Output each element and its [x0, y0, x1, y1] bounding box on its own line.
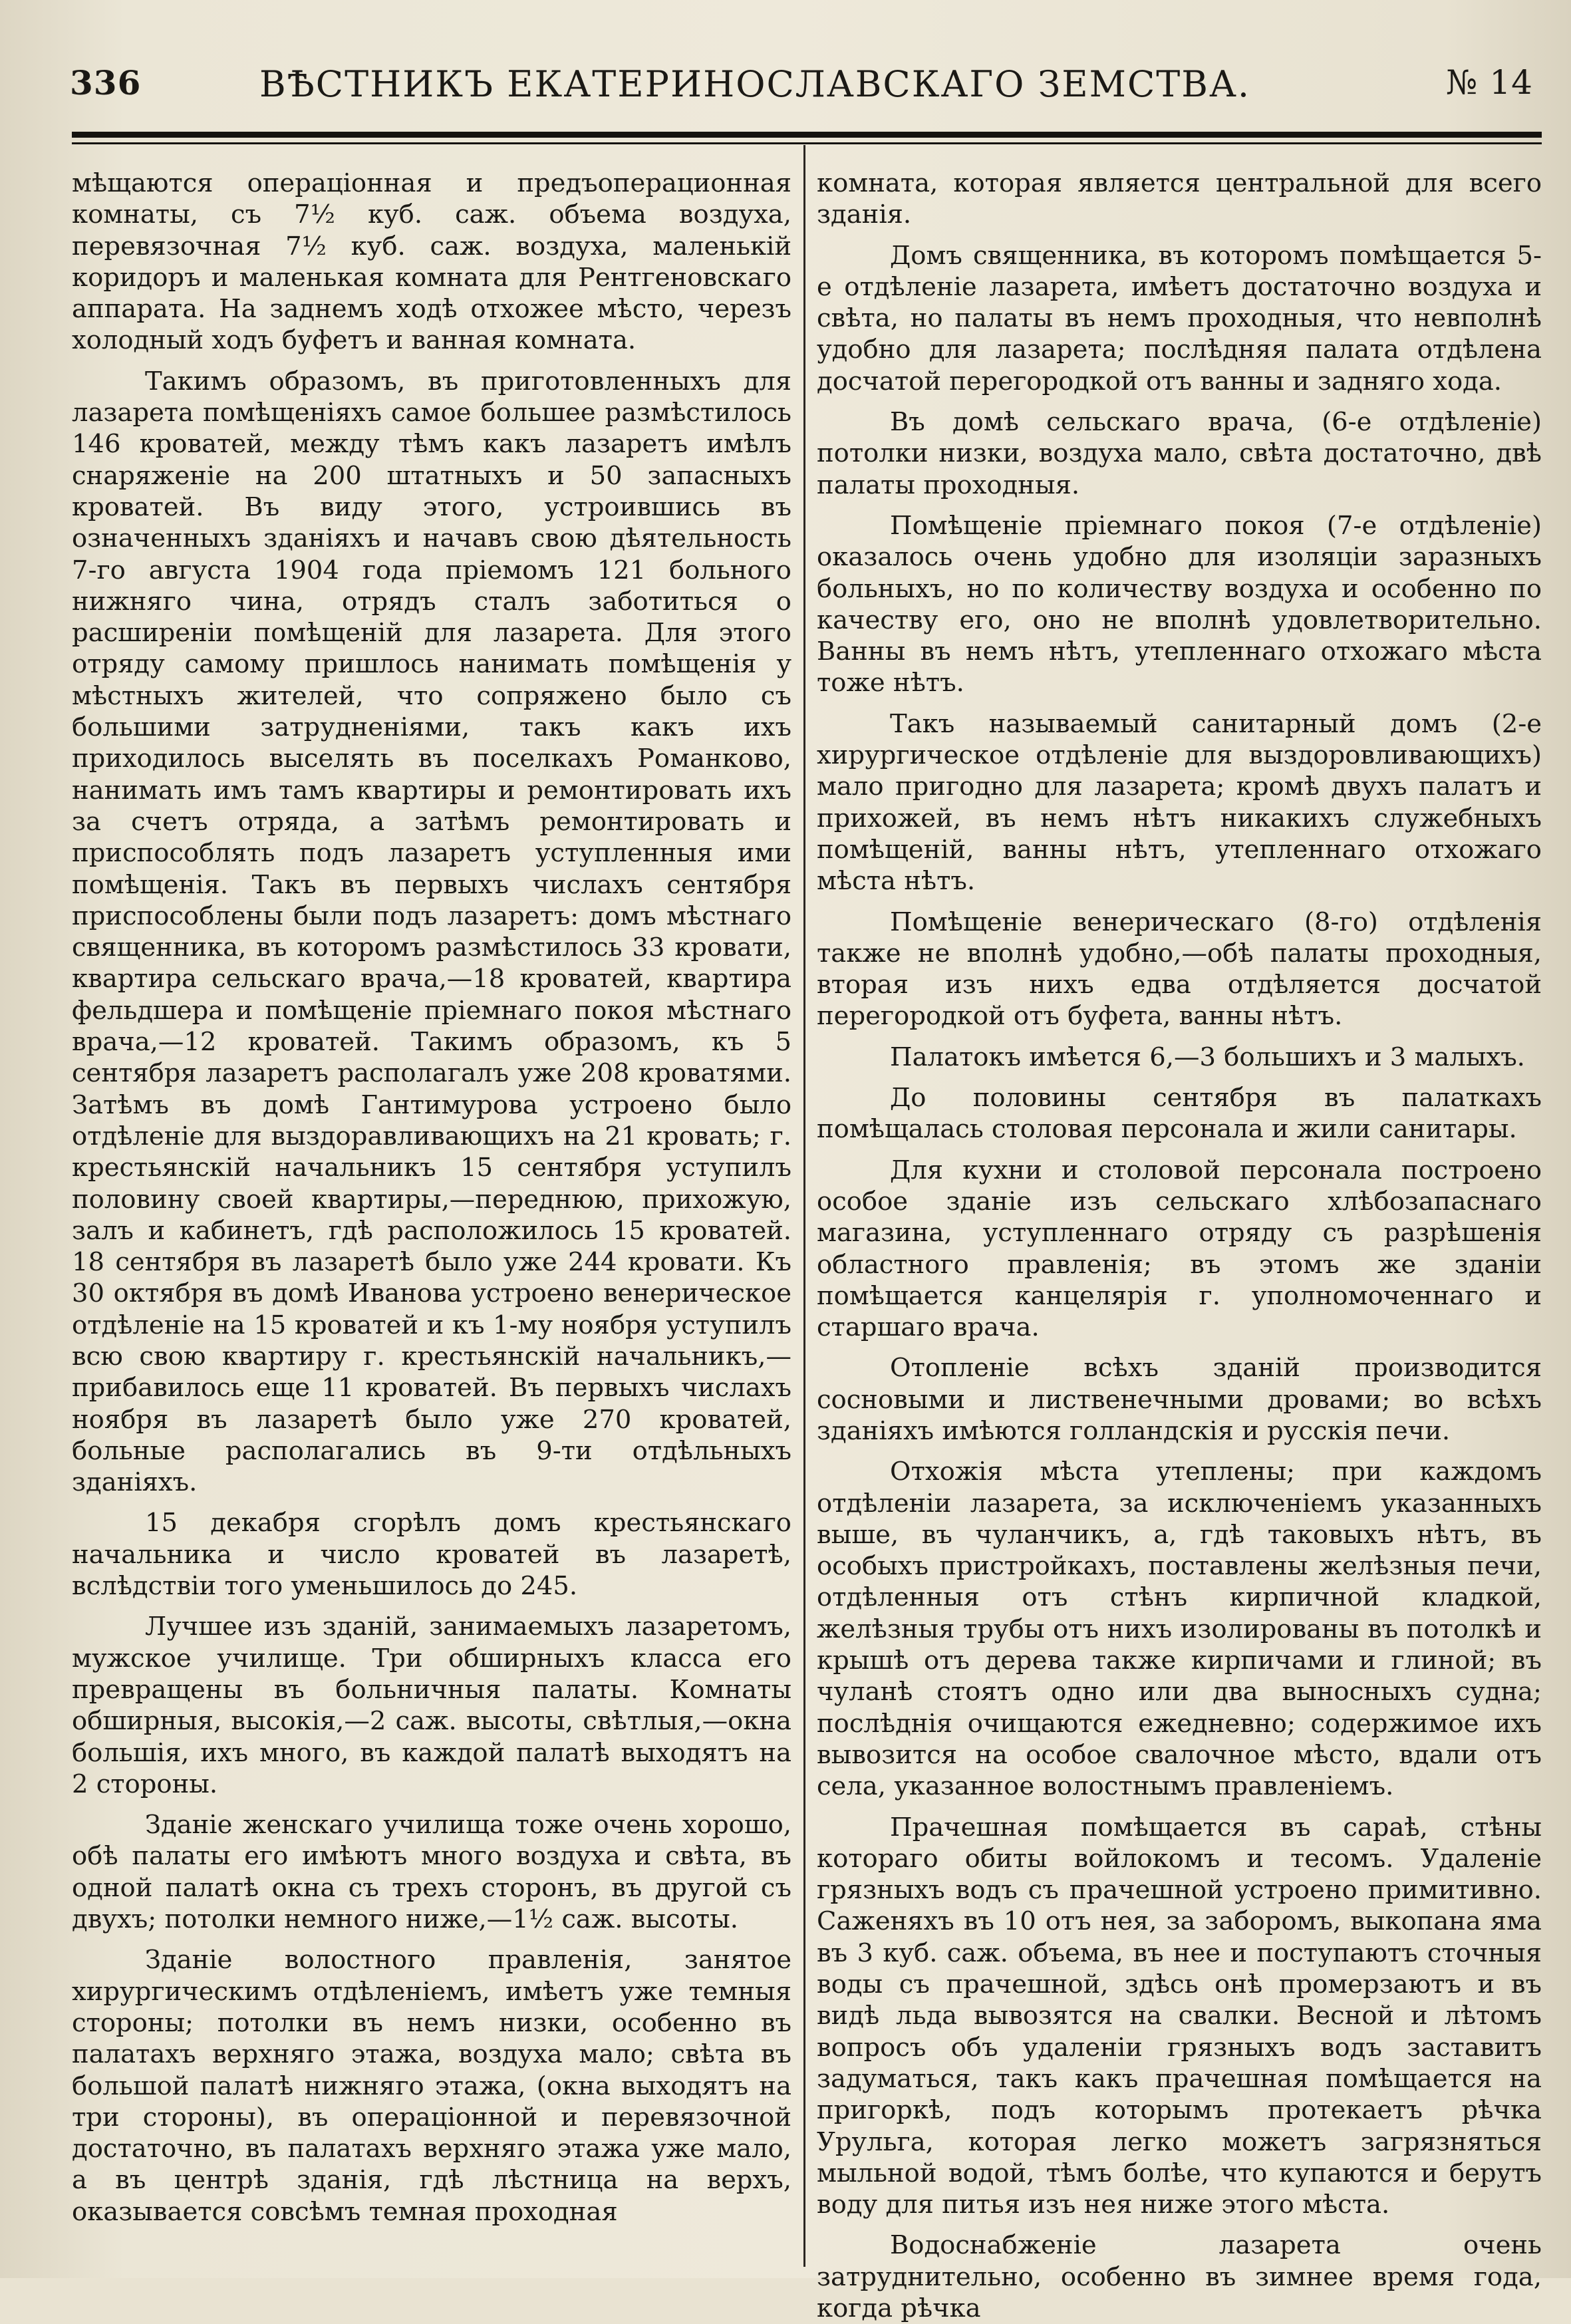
paragraph: Водоснабженіе лазарета очень затруднительно, особенно въ зимнее время года, когда рѣчка [817, 2230, 1542, 2323]
paragraph: До половины сентября въ палаткахъ помѣщалась столовая персонала и жили санитары. [817, 1083, 1542, 1145]
right-column [817, 168, 1542, 2323]
paragraph: Въ домѣ сельскаго врача, (6-е отдѣленіе) потолки низки, воздуха мало, свѣта достаточно, двѣ палаты проходныя. [817, 407, 1542, 500]
header-rule-thin [72, 142, 1542, 144]
paragraph: комната, которая является центральной для всего зданія. [817, 168, 1542, 230]
paragraph: Отопленіе всѣхъ зданій производится сосновыми и лиственечными дровами; во всѣхъ зданіяхъ имѣются голландскія и русскія печи. [817, 1353, 1542, 1446]
paragraph: Отхожія мѣста утеплены; при каждомъ отдѣленіи лазарета, за исключеніемъ указанныхъ выше, въ чуланчикъ, а, гдѣ таковыхъ нѣтъ, въ особыхъ пристройкахъ, поставлены желѣзныя печи, отдѣленныя отъ стѣнъ кирпичной кладкой, желѣзныя трубы отъ нихъ изолированы въ потолкѣ и крышѣ отъ дерева также кирпичами и глиной; въ чуланѣ стоятъ одно или два выносныхъ судна; послѣднія очищаются ежедневно; содержимое ихъ вывозится на особое свалочное мѣсто, вдали отъ села, указанное волостнымъ правленіемъ. [817, 1457, 1542, 1802]
paragraph: Зданіе волостного правленія, занятое хирургическимъ отдѣленіемъ, имѣетъ уже темныя стороны; потолки въ немъ низки, особенно въ палатахъ верхняго этажа, воздуха мало; свѣта въ большой палатѣ нижняго этажа, (окна выходятъ на три стороны), въ операціонной и перевязочной достаточно, въ палатахъ верхняго этажа уже мало, а въ центрѣ зданія, гдѣ лѣстница на верхъ, оказывается совсѣмъ темная проходная [72, 1945, 791, 2227]
paragraph: мѣщаются операціонная и предъоперационная комнаты, съ 7½ куб. саж. объема воздуха, перевязочная 7½ куб. саж. воздуха, маленькій коридоръ и маленькая комната для Рентгеновскаго аппарата. На заднемъ ходѣ отхожее мѣсто, черезъ холодный ходъ буфетъ и ванная комната. [72, 168, 791, 356]
header-rule-thick [72, 132, 1542, 138]
paragraph: Домъ священника, въ которомъ помѣщается 5-е отдѣленіе лазарета, имѣетъ достаточно воздуха и свѣта, но палаты въ немъ проходныя, что невполнѣ удобно для лазарета; послѣдняя палата отдѣлена досчатой перегородкой отъ ванны и задняго хода. [817, 240, 1542, 396]
paragraph: Для кухни и столовой персонала построено особое зданіе изъ сельскаго хлѣбозапаснаго магазина, уступленнаго отряду съ разрѣшенія областного правленія; въ этомъ же зданіи помѣщается канцелярія г. уполномоченнаго и старшаго врача. [817, 1155, 1542, 1343]
paragraph: Зданіе женскаго училища тоже очень хорошо, обѣ палаты его имѣютъ много воздуха и свѣта, въ одной палатѣ окна съ трехъ сторонъ, въ другой съ двухъ; потолки немного ниже,—1½ саж. высоты. [72, 1810, 791, 1935]
left-column [72, 168, 791, 2263]
column-divider [803, 145, 805, 2267]
paragraph: Помѣщеніе венерическаго (8-го) отдѣленія также не вполнѣ удобно,—обѣ палаты проходныя, вторая изъ нихъ едва отдѣляется досчатой перегородкой отъ буфета, ванны нѣтъ. [817, 907, 1542, 1032]
paragraph: Помѣщеніе пріемнаго покоя (7-е отдѣленіе) оказалось очень удобно для изоляціи заразныхъ больныхъ, но по количеству воздуха и особенно по качеству его, оно не вполнѣ удовлетворительно. Ванны въ немъ нѣтъ, утепленнаго отхожаго мѣста тоже нѣтъ. [817, 510, 1542, 698]
paragraph: 15 декабря сгорѣлъ домъ крестьянскаго начальника и число кроватей въ лазаретѣ, вслѣдствіи того уменьшилось до 245. [72, 1508, 791, 1602]
issue-number: № 14 [1446, 63, 1533, 102]
paragraph: Такимъ образомъ, въ приготовленныхъ для лазарета помѣщеніяхъ самое большее размѣстилось 146 кроватей, между тѣмъ какъ лазаретъ имѣлъ снаряженіе на 200 штатныхъ и 50 запасныхъ кроватей. Въ виду этого, устроившись въ означенныхъ зданіяхъ и начавъ свою дѣятельность 7-го августа 1904 года пріемомъ 121 больного нижняго чина, отрядъ сталъ заботиться о расширеніи помѣщеній для лазарета. Для этого отряду самому пришлось нанимать помѣщенія у мѣстныхъ жителей, что сопряжено было съ большими затрудненіями, такъ какъ ихъ приходилось выселять въ поселкахъ Романково, нанимать имъ тамъ квартиры и ремонтировать ихъ за счетъ отряда, а затѣмъ ремонтировать и приспособлять подъ лазаретъ уступленныя ими помѣщенія. Такъ въ первыхъ числахъ сентября приспособлены были подъ лазаретъ: домъ мѣстнаго священника, въ которомъ размѣстилось 33 кровати, квартира сельскаго врача,—18 кроватей, квартира фельдшера и помѣщеніе пріемнаго покоя мѣстнаго врача,—12 кроватей. Такимъ образомъ, къ 5 сентября лазаретъ располагалъ уже 208 кроватями. Затѣмъ въ домѣ Гантимурова устроено было отдѣленіе для выздоравливающихъ на 21 кровать; г. крестьянскій начальникъ 15 сентября уступилъ половину своей квартиры,—переднюю, прихожую, залъ и кабинетъ, гдѣ расположилось 15 кроватей. 18 сентября въ лазаретѣ было уже 244 кровати. Къ 30 октября въ домѣ Иванова устроено венерическое отдѣленіе на 15 кроватей и къ 1-му ноября уступилъ всю свою квартиру г. крестьянскій начальникъ,—прибавилось еще 11 кроватей. Въ первыхъ числахъ ноября въ лазаретѣ было уже 270 кроватей, больные располагались въ 9-ти отдѣльныхъ зданіяхъ. [72, 366, 791, 1498]
journal-title: ВѢСТНИКЪ ЕКАТЕРИНОСЛАВСКАГО ЗЕМСТВА. [259, 63, 1251, 105]
paragraph: Палатокъ имѣется 6,—3 большихъ и 3 малыхъ. [890, 1042, 1525, 1072]
page-number: 336 [70, 63, 142, 102]
paragraph: Лучшее изъ зданій, занимаемыхъ лазаретомъ, мужское училище. Три обширныхъ класса его превращены въ больничныя палаты. Комнаты обширныя, высокія,—2 саж. высоты, свѣтлыя,—окна большія, ихъ много, въ каждой палатѣ выходятъ на 2 стороны. [72, 1612, 791, 1799]
paragraph: Такъ называемый санитарный домъ (2-е хирургическое отдѣленіе для выздоровливающихъ) мало пригодно для лазарета; кромѣ двухъ палатъ и прихожей, въ немъ нѣтъ никакихъ служебныхъ помѣщеній, ванны нѣтъ, утепленнаго отхожаго мѣста нѣтъ. [817, 708, 1542, 897]
paragraph: Прачешная помѣщается въ сараѣ, стѣны котораго обиты войлокомъ и тесомъ. Удаленіе грязныхъ водъ съ прачешной устроено примитивно. Саженяхъ въ 10 отъ нея, за заборомъ, выкопана яма въ 3 куб. саж. объема, въ нее и поступаютъ сточныя воды съ прачешной, здѣсь онѣ промерзаютъ и въ видѣ льда вывозятся на свалки. Весной и лѣтомъ вопросъ объ удаленіи грязныхъ водъ заставитъ задуматься, такъ какъ прачешная помѣщается на пригоркѣ, подъ которымъ протекаетъ рѣчка Урульга, которая легко можетъ загрязняться мыльной водой, тѣмъ болѣе, что купаются и берутъ воду для питья изъ нея ниже этого мѣста. [817, 1812, 1542, 2220]
page-header [70, 63, 1533, 116]
